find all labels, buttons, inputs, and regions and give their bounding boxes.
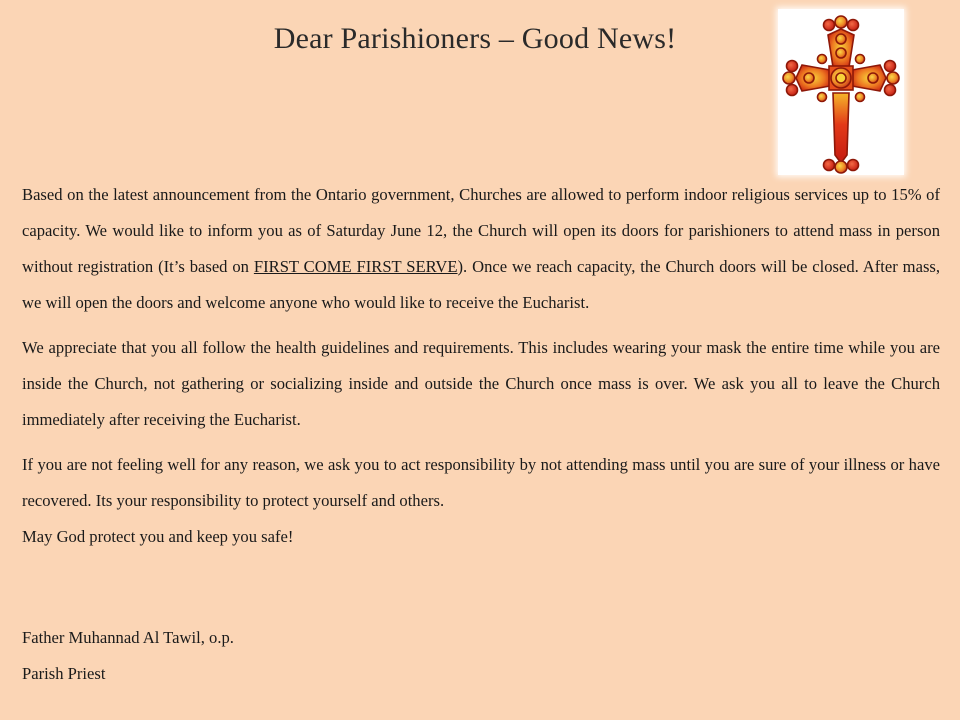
signature-name: Father Muhannad Al Tawil, o.p. <box>22 628 234 647</box>
signature <box>22 620 234 692</box>
paragraph-illness: If you are not feeling well for any reason, we ask you to act responsibility by not attending mass until you are sure of your illness or have recovered. Its your responsibility to protect yourself and others. <box>22 455 940 510</box>
signature-role: Parish Priest <box>22 664 106 683</box>
announcement-body <box>22 177 940 555</box>
paragraph-capacity-text-end: ). Once we reach capacity, the Church doors will be closed. After mass, we will open the doors and welcome anyone who would like to receive the Eucharist. <box>22 257 941 312</box>
paragraph-capacity-text: Based on the latest announcement from the Ontario government, Churches are allowed to perform indoor religious services up to 15% of capacity. We would like to inform you as of Saturday June 12, the Church will open its doors for parishioners to attend mass in person without registration (It’s based on <box>22 185 940 276</box>
paragraph-health-guidelines: We appreciate that you all follow the health guidelines and requirements. This includes wearing your mask the entire time while you are inside the Church, not gathering or socializing inside and outside the Church once mass is over. We ask you all to leave the Church immediately after receiving the Eucharist. <box>22 338 940 429</box>
coptic-cross-icon <box>778 9 904 175</box>
paragraph-blessing: May God protect you and keep you safe! <box>22 527 294 546</box>
paragraph-capacity <box>22 177 940 321</box>
first-come-first-serve: FIRST COME FIRST SERVE <box>253 257 458 276</box>
logo <box>778 9 904 175</box>
page-title: Dear Parishioners – Good News! <box>273 22 677 55</box>
